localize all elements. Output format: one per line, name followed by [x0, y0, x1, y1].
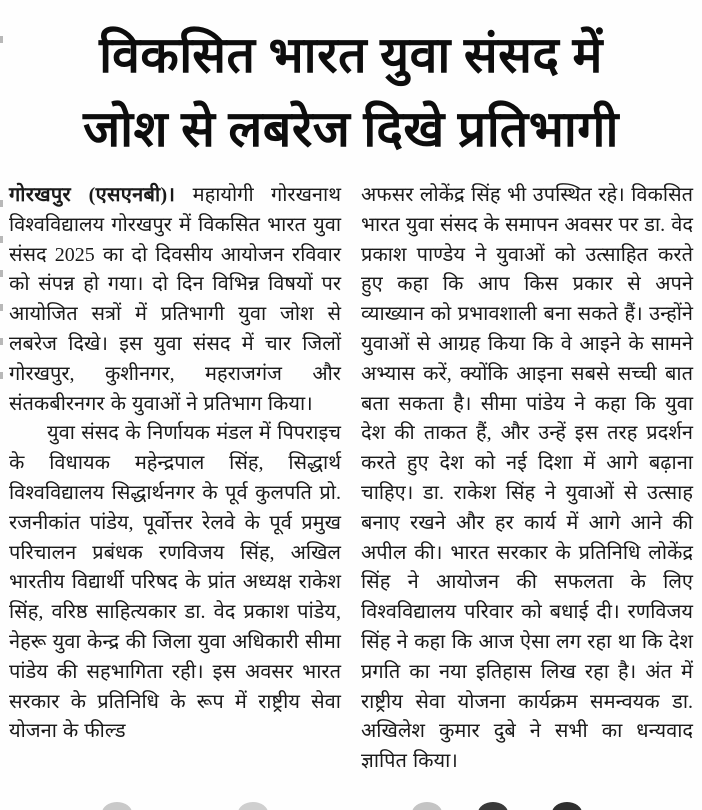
article-paragraph-2: युवा संसद के निर्णायक मंडल में पिपराइच के विधायक महेन्द्रपाल सिंह, सिद्धार्थ विश्वविद्यालय सिद्धार्थनगर के पूर्व कुलपति प्रो. रजनीकांत पांडेय, पूर्वोत्तर रेलवे के पूर्व प्रमुख परिचालन प्रबंधक रणविजय सिंह, अखिल भारतीय विद्यार्थी परिषद के प्रांत अध्यक्ष राकेश सिंह, वरिष्ठ साहित्यकार डा. वेद प्रकाश पांडेय, नेहरू युवा केन्द्र की जिला युवा अधिकारी सीमा पांडेय की सहभागिता रही। इस अवसर भारत सरकार के प्रतिनिधि के रूप में राष्ट्रीय सेवा योजना के फील्ड	[9, 422, 341, 743]
article-left-column	[9, 181, 341, 777]
headline-line-1: विकसित भारत युवा संसद में	[99, 27, 603, 83]
dateline: गोरखपुर (एसएनबी)।	[9, 184, 176, 206]
next-headline-cutoff	[0, 802, 702, 810]
headline-line-2: जोश से लबरेज दिखे प्रतिभागी	[83, 101, 619, 157]
article-paragraph-1-text: महायोगी गोरखनाथ विश्वविद्यालय गोरखपुर में विकसित भारत युवा संसद 2025 का दो दिवसीय आयोजन रविवार को संपन्न हो गया। दो दिन विभिन्न विषयों पर आयोजित सत्रों में प्रतिभागी युवा जोश से लबरेज दिखे। इस युवा संसद में चार जिलों गोरखपुर, कुशीनगर, महराजगंज और संतकबीरनगर के युवाओं ने प्रतिभाग किया।	[9, 184, 341, 415]
article-headline	[6, 18, 696, 166]
article-paragraph-1	[9, 181, 341, 419]
article-body	[0, 181, 702, 777]
article-right-column	[361, 181, 693, 777]
article-paragraph-3: अफसर लोकेंद्र सिंह भी उपस्थित रहे। विकसित भारत युवा संसद के समापन अवसर पर डा. वेद प्रकाश पाण्डेय ने युवाओं को उत्साहित करते हुए कहा कि आप किस प्रकार से अपने व्याख्यान को प्रभावशाली बना सकते हैं। उन्होंने युवाओं से आग्रह किया कि वे आइने के सामने अभ्यास करें, क्योंकि आइना सबसे सच्ची बात बता सकता है। सीमा पांडेय ने कहा कि युवा देश की ताकत हैं, और उन्हें इस तरह प्रदर्शन करते हुए देश को नई दिशा में आगे बढ़ाना चाहिए। डा. राकेश सिंह ने युवाओं से उत्साह बनाए रखने और हर कार्य में आगे आने की अपील की। भारत सरकार के प्रतिनिधि लोकेंद्र सिंह ने आयोजन की सफलता के लिए विश्वविद्यालय परिवार को बधाई दी। रणविजय सिंह ने कहा कि आज ऐसा लग रहा था कि देश प्रगति का नया इतिहास लिख रहा है। अंत में राष्ट्रीय सेवा योजना कार्यक्रम समन्वयक डा. अखिलेश कुमार दुबे ने सभी का धन्यवाद ज्ञापित किया।	[361, 184, 693, 773]
